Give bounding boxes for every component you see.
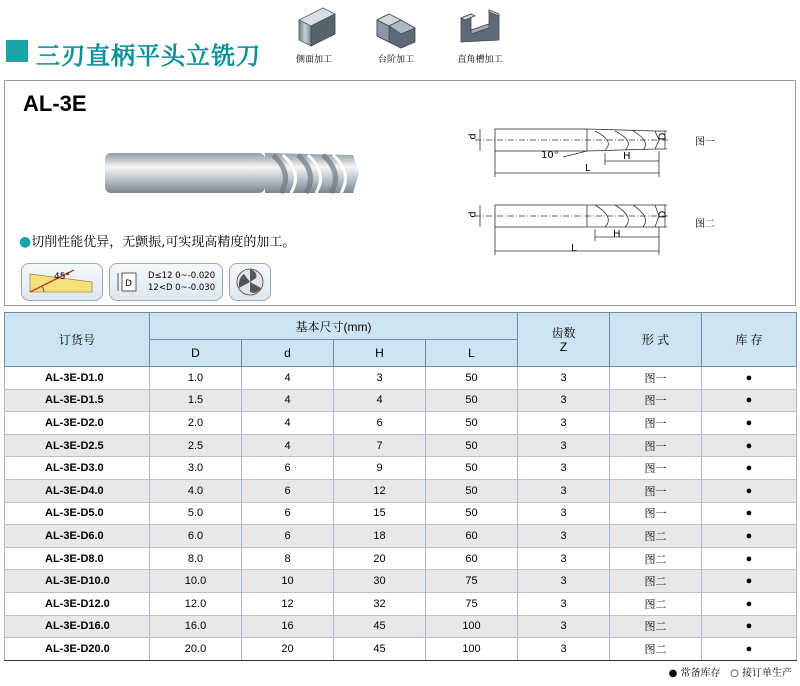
cell-stock: ●: [702, 502, 797, 525]
cell-z: 3: [518, 434, 610, 457]
cell-stock: ●: [702, 615, 797, 638]
header-code: 订货号: [5, 313, 150, 367]
header-dims: 基本尺寸(mm): [150, 313, 518, 340]
cell-code: AL-3E-D1.0: [5, 367, 150, 390]
cell-l: 60: [426, 525, 518, 548]
table-row: [5, 592, 797, 615]
cell-h: 45: [334, 615, 426, 638]
cell-z: 3: [518, 457, 610, 480]
header-D: D: [150, 340, 242, 367]
cell-d: 5.0: [150, 502, 242, 525]
table-row: [5, 525, 797, 548]
cell-code: AL-3E-D3.0: [5, 457, 150, 480]
cell-d: 16: [242, 615, 334, 638]
cell-form: 图二: [610, 570, 702, 593]
cell-stock: ●: [702, 434, 797, 457]
cell-code: AL-3E-D16.0: [5, 615, 150, 638]
table-row: [5, 615, 797, 638]
cell-d: 20.0: [150, 638, 242, 661]
table-row: [5, 457, 797, 480]
table-row: [5, 638, 797, 661]
cell-code: AL-3E-D6.0: [5, 525, 150, 548]
table-row: [5, 412, 797, 435]
svg-text:D: D: [125, 279, 132, 289]
cell-stock: ●: [702, 525, 797, 548]
cell-form: 图一: [610, 479, 702, 502]
helix-angle-value: 45°: [54, 272, 70, 282]
cell-stock: ●: [702, 592, 797, 615]
cell-code: AL-3E-D2.0: [5, 412, 150, 435]
header-L: L: [426, 340, 518, 367]
cell-l: 50: [426, 389, 518, 412]
helix-angle-icon: [22, 264, 102, 300]
cell-h: 45: [334, 638, 426, 661]
bullet-icon: ●: [19, 234, 32, 250]
header-H: H: [334, 340, 426, 367]
cell-l: 50: [426, 457, 518, 480]
header-stock: 库 存: [702, 313, 797, 367]
cell-z: 3: [518, 592, 610, 615]
cell-d: 3.0: [150, 457, 242, 480]
header-d: d: [242, 340, 334, 367]
operation-label: 侧面加工: [295, 55, 332, 65]
cell-code: AL-3E-D4.0: [5, 479, 150, 502]
cell-z: 3: [518, 525, 610, 548]
cell-l: 50: [426, 367, 518, 390]
cell-h: 3: [334, 367, 426, 390]
tolerance-icon: [110, 264, 144, 300]
table-header-row: [5, 313, 797, 340]
dim-angle: 10°: [541, 150, 559, 161]
table-row: [5, 367, 797, 390]
cell-z: 3: [518, 547, 610, 570]
dim-L: L: [585, 163, 591, 174]
cell-z: 3: [518, 570, 610, 593]
model-name: AL-3E: [23, 91, 87, 116]
cell-z: 3: [518, 412, 610, 435]
cell-d: 2.5: [150, 434, 242, 457]
cell-d: 20: [242, 638, 334, 661]
dim-L: L: [571, 243, 577, 254]
feature-text: ●切削性能优异，无颤振,可实现高精度的加工。: [19, 234, 296, 250]
cell-d: 6.0: [150, 525, 242, 548]
cell-d: 16.0: [150, 615, 242, 638]
dim-H: H: [623, 151, 631, 162]
step-milling-icon: [371, 2, 421, 50]
cell-d: 8.0: [150, 547, 242, 570]
helix-angle-badge: [21, 263, 103, 301]
cell-h: 12: [334, 479, 426, 502]
cell-d: 12.0: [150, 592, 242, 615]
cell-d: 8: [242, 547, 334, 570]
table-row: [5, 479, 797, 502]
cell-d: 4.0: [150, 479, 242, 502]
spec-table: [4, 312, 797, 661]
cell-d: 4: [242, 367, 334, 390]
product-info-box: [4, 80, 796, 306]
cell-d: 1.0: [150, 367, 242, 390]
legend-order: ○ 接订单生产: [730, 668, 792, 679]
cell-d: 4: [242, 412, 334, 435]
table-row: [5, 434, 797, 457]
cell-code: AL-3E-D12.0: [5, 592, 150, 615]
cell-form: 图一: [610, 502, 702, 525]
cell-stock: ●: [702, 412, 797, 435]
cell-form: 图二: [610, 638, 702, 661]
cell-form: 图二: [610, 615, 702, 638]
table-row: [5, 547, 797, 570]
three-flute-icon: [230, 264, 270, 300]
cell-stock: ●: [702, 367, 797, 390]
cell-code: AL-3E-D1.5: [5, 389, 150, 412]
cell-stock: ●: [702, 570, 797, 593]
cell-d: 2.0: [150, 412, 242, 435]
operation-label: 台阶加工: [377, 55, 414, 65]
cell-z: 3: [518, 615, 610, 638]
cell-form: 图一: [610, 367, 702, 390]
cell-h: 20: [334, 547, 426, 570]
cell-code: AL-3E-D5.0: [5, 502, 150, 525]
cell-z: 3: [518, 638, 610, 661]
table-body: [5, 367, 797, 661]
dim-d: d: [467, 133, 479, 140]
cell-d: 4: [242, 434, 334, 457]
cell-stock: ●: [702, 547, 797, 570]
dim-H: H: [613, 229, 621, 240]
cell-d: 6: [242, 479, 334, 502]
cell-stock: ●: [702, 389, 797, 412]
cell-z: 3: [518, 367, 610, 390]
cell-l: 60: [426, 547, 518, 570]
cell-d: 1.5: [150, 389, 242, 412]
cell-form: 图一: [610, 389, 702, 412]
cell-h: 32: [334, 592, 426, 615]
cell-h: 9: [334, 457, 426, 480]
operation-step: [356, 2, 436, 65]
cell-h: 15: [334, 502, 426, 525]
cell-d: 4: [242, 389, 334, 412]
cell-l: 75: [426, 570, 518, 593]
cell-form: 图二: [610, 525, 702, 548]
header-teeth: 齿数 Z: [518, 313, 610, 367]
table-row: [5, 389, 797, 412]
cell-d: 10.0: [150, 570, 242, 593]
cell-d: 6: [242, 525, 334, 548]
cell-h: 18: [334, 525, 426, 548]
drawing-type-1: [455, 117, 685, 187]
cell-z: 3: [518, 502, 610, 525]
page-title: 三刃直柄平头立铣刀: [36, 42, 261, 70]
title-bullet: [6, 40, 28, 62]
cell-z: 3: [518, 479, 610, 502]
cell-l: 100: [426, 638, 518, 661]
cell-code: AL-3E-D8.0: [5, 547, 150, 570]
dim-d: d: [467, 211, 479, 218]
table-row: [5, 502, 797, 525]
cell-stock: ●: [702, 457, 797, 480]
operation-side: [274, 2, 354, 65]
figure-2-label: 图二: [695, 219, 715, 230]
dim-D: D: [657, 132, 669, 141]
cell-h: 30: [334, 570, 426, 593]
cell-z: 3: [518, 389, 610, 412]
cell-h: 4: [334, 389, 426, 412]
cell-code: AL-3E-D10.0: [5, 570, 150, 593]
cell-stock: ●: [702, 638, 797, 661]
cell-h: 7: [334, 434, 426, 457]
cell-l: 75: [426, 592, 518, 615]
side-milling-icon: [289, 2, 339, 50]
tolerance-text: D≤12 0~-0.020 12<D 0~-0.030: [148, 271, 216, 293]
stock-legend: [669, 664, 792, 679]
cell-code: AL-3E-D2.5: [5, 434, 150, 457]
cell-form: 图一: [610, 457, 702, 480]
cell-form: 图一: [610, 412, 702, 435]
cell-d: 12: [242, 592, 334, 615]
cell-h: 6: [334, 412, 426, 435]
cell-code: AL-3E-D20.0: [5, 638, 150, 661]
operation-label: 直角槽加工: [457, 55, 503, 65]
three-flute-badge: [229, 263, 271, 301]
cell-form: 图二: [610, 547, 702, 570]
table-row: [5, 570, 797, 593]
cell-l: 50: [426, 502, 518, 525]
cell-form: 图一: [610, 434, 702, 457]
cell-d: 6: [242, 502, 334, 525]
operation-slot: [440, 2, 520, 65]
figure-1-label: 图一: [695, 137, 715, 148]
tolerance-badge: [109, 263, 223, 301]
header-form: 形 式: [610, 313, 702, 367]
cell-form: 图二: [610, 592, 702, 615]
dim-D: D: [657, 210, 669, 219]
square-slot-icon: [455, 2, 505, 50]
cell-l: 50: [426, 412, 518, 435]
cell-l: 50: [426, 479, 518, 502]
cell-d: 10: [242, 570, 334, 593]
cell-l: 100: [426, 615, 518, 638]
cell-d: 6: [242, 457, 334, 480]
cell-l: 50: [426, 434, 518, 457]
drawing-type-2: [455, 195, 685, 267]
end-mill-photo: [103, 147, 363, 201]
legend-regular: ● 常备库存: [668, 668, 721, 679]
cell-stock: ●: [702, 479, 797, 502]
